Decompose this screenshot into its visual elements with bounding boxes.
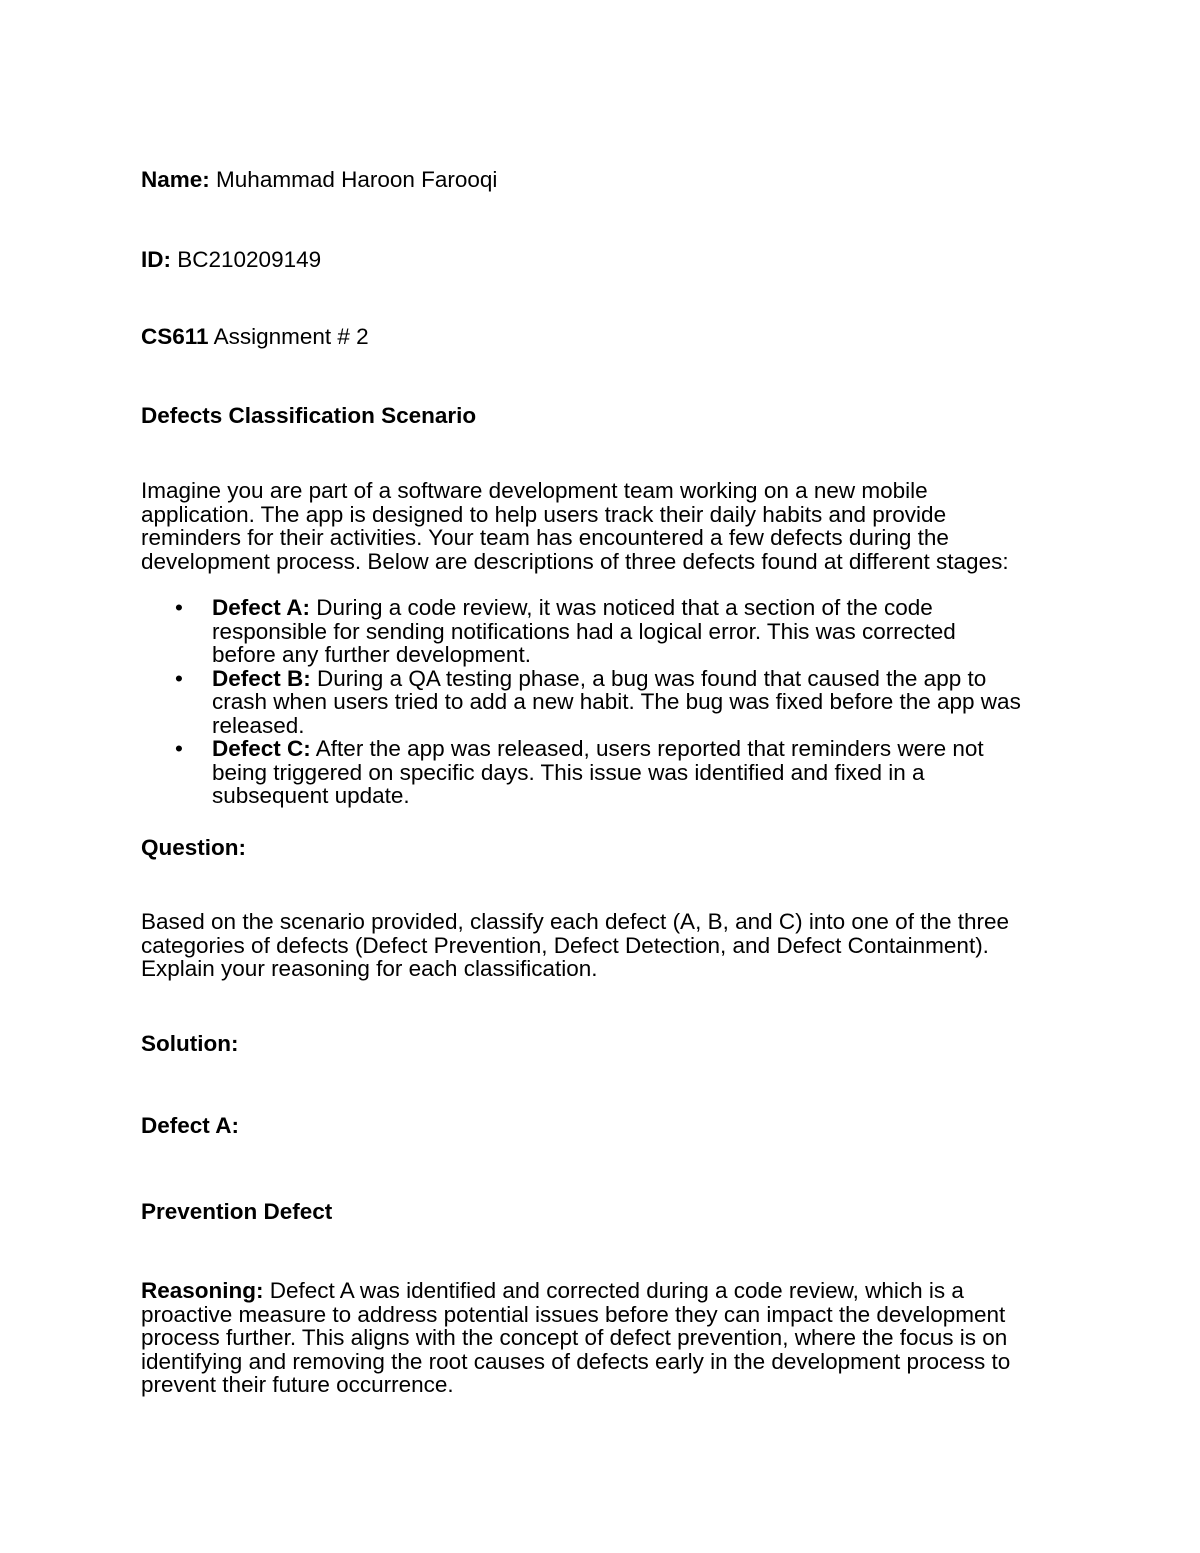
defect-text: released. [212, 712, 305, 738]
defect-text: subsequent update. [212, 783, 410, 808]
question-line: Explain your reasoning for each classification. [141, 956, 598, 981]
intro-line: application. The app is designed to help users track their daily habits and provide [141, 501, 947, 527]
solution-defect-heading: Defect A: [141, 1113, 239, 1138]
name-label: Name [141, 167, 203, 192]
intro-line: Imagine you are part of a software development team working on a new mobile [141, 478, 928, 503]
question-line: Based on the scenario provided, classify each defect (A, B, and C) into one of the three [141, 909, 1010, 934]
reasoning-line: prevent their future occurrence. [141, 1372, 454, 1397]
reasoning-line: proactive measure to address potential issues before they can impact the development [141, 1301, 1006, 1327]
defect-text: being triggered on specific days. This issue was identified and fixed in a [212, 759, 925, 785]
defect-text: crash when users tried to add a new habit. The bug was fixed before the app was [212, 689, 1021, 714]
defect-list [141, 596, 1071, 808]
student-name-line [141, 168, 497, 192]
reasoning-paragraph [141, 1279, 1066, 1397]
student-id-line [141, 248, 321, 272]
scenario-title: Defects Classification Scenario [141, 403, 477, 428]
intro-line: reminders for their activities. Your team has encountered a few defects during the [141, 525, 949, 550]
defect-text: During a code review, it was noticed that a section of the code [309, 595, 933, 620]
course-code: CS611 [141, 324, 209, 349]
name-colon: : [202, 167, 210, 192]
scenario-intro-paragraph [141, 479, 1066, 573]
reasoning-line: identifying and removing the root causes of defects early in the development process to [141, 1348, 1011, 1374]
defect-item-c [141, 737, 1071, 808]
question-paragraph [141, 910, 1066, 981]
course-assignment: Assignment # 2 [208, 324, 369, 349]
defect-label: Defect C: [212, 736, 311, 761]
reasoning-label: Reasoning: [141, 1278, 264, 1303]
id-value: BC210209149 [171, 247, 322, 272]
bullet-icon: • [175, 736, 183, 761]
reasoning-line: Defect A was identified and corrected during a code review, which is a [263, 1278, 964, 1303]
defect-item-a [141, 596, 1071, 667]
course-line [141, 325, 369, 349]
classification-heading: Prevention Defect [141, 1199, 333, 1224]
question-title: Question: [141, 835, 246, 860]
defect-text: During a QA testing phase, a bug was found that caused the app to [310, 665, 987, 691]
defect-text: responsible for sending notifications had a logical error. This was corrected [212, 618, 956, 644]
name-value: Muhammad Haroon Farooqi [209, 167, 498, 192]
intro-line: development process. Below are descriptions of three defects found at different stages: [141, 548, 1009, 574]
defect-label: Defect A: [212, 595, 310, 620]
defect-item-b [141, 667, 1071, 738]
id-label: ID: [141, 247, 171, 272]
defect-label: Defect B: [212, 665, 311, 691]
question-line: categories of defects (Defect Prevention, Defect Detection, and Defect Containment). [141, 932, 989, 958]
bullet-icon: • [175, 595, 183, 620]
defect-text: After the app was released, users reported that reminders were not [310, 736, 984, 761]
defect-text: before any further development. [212, 642, 531, 667]
reasoning-line: process further. This aligns with the concept of defect prevention, where the focus is on [141, 1325, 1008, 1350]
bullet-icon: • [175, 665, 183, 691]
solution-title: Solution: [141, 1031, 239, 1056]
